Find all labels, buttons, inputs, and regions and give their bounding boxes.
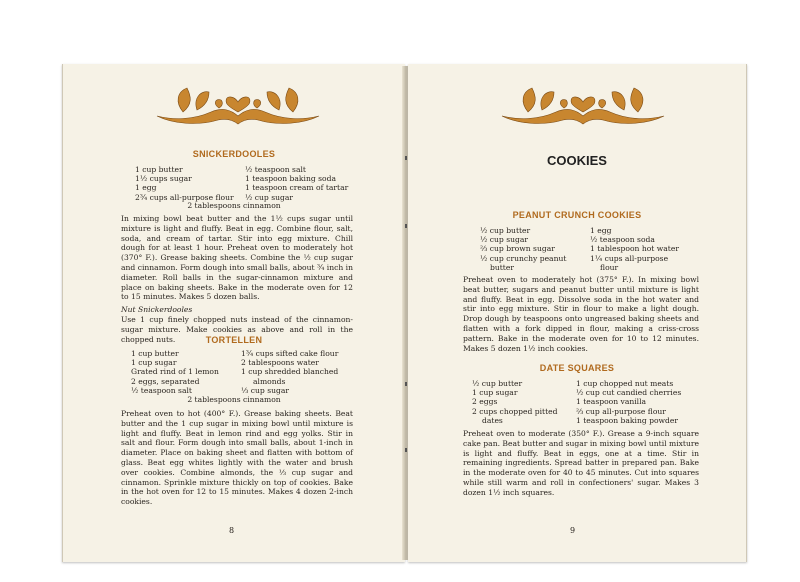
ingredient: ½ cup butter — [480, 226, 531, 235]
ingredient: 1 teaspoon baking soda — [245, 174, 336, 184]
ingredient: 1 egg — [135, 183, 157, 193]
ingredient: 1 cup sugar — [131, 358, 177, 368]
ingredient: 2 eggs — [472, 397, 498, 407]
ingredient: ½ teaspoon salt — [245, 165, 306, 174]
variation-title: Nut Snickerdooles — [121, 305, 193, 315]
tulip-heart-ornament-icon — [498, 82, 668, 126]
ingredient: 1 teaspoon vanilla — [576, 397, 647, 407]
ingredient: 1 tablespoon hot water — [590, 244, 679, 254]
peanut-ingredients-left — [480, 226, 566, 272]
binding-stitch — [405, 448, 407, 452]
snickerdoodles-ingredients-right — [245, 165, 348, 202]
ingredient: 1 cup chopped nut meats — [576, 379, 674, 388]
left-page — [62, 64, 405, 562]
section-title: COOKIES — [547, 153, 607, 168]
snickerdoodles-ingredients-left — [135, 165, 234, 202]
right-page — [408, 64, 747, 562]
ingredient: ½ teaspoon soda — [590, 235, 655, 245]
variation-text: Use 1 cup finely chopped nuts instead of the cinnamon-sugar mixture. Make cookies as above and roll in the chopped nuts. — [121, 314, 353, 344]
directions-text: Preheat oven to hot (400° F.). Grease baking sheets. Beat butter and the 1 cup sugar in mixing bowl until mixture is light and fluffy. Beat in lemon rind and egg yolks. Stir in salt and flour. Form dough into small balls, about 1-inch in diameter. Place on baking sheet and flatten with bottom of glass. Beat egg whites lightly with the water and brush over cookies. Combine almonds, the ⅓ cup sugar and cinnamon. Sprinkle mixture thickly on top of cookies. Bake in the hot oven for 12 to 15 minutes. Makes 4 dozen 2-inch cookies. — [121, 409, 353, 507]
binding-stitch — [405, 156, 407, 160]
ingredient: 1 cup butter — [135, 165, 183, 174]
ingredient: ½ cup sugar — [480, 235, 528, 245]
ingredient: 1¼ cups all-purpose — [590, 253, 669, 263]
ingredient: butter — [490, 262, 514, 272]
snickerdoodles-ingredient-center: 2 tablespoons cinnamon — [187, 201, 281, 210]
ingredient: ½ cup butter — [472, 379, 523, 388]
directions-text: Preheat oven to moderately hot (375° F.). In mixing bowl beat butter, sugars and peanut butter until mixture is light and fluffy. Beat in egg. Dissolve soda in the hot water and stir into egg mixture. Stir in flour to make a light dough. Drop dough by teaspoons onto ungreased baking sheets and flatten with a fork dipped in flour, making a criss-cross pattern. Bake in the moderate oven for 10 to 12 minutes. Makes 5 dozen 1½ inch cookies. — [463, 275, 699, 353]
date-ingredients-right — [576, 379, 681, 425]
directions-text: Preheat oven to moderate (350° F.). Grease a 9-inch square cake pan. Beat butter and sugar in mixing bowl until mixture is light and fluffy. Beat in eggs, one at a time. Stir in remaining ingredients. Spread batter in prepared pan. Bake in the moderate oven for 40 to 45 minutes. Cut into squares while still warm and roll in confectioners' sugar. Makes 3 dozen 1½ inch squares. — [463, 429, 699, 497]
ingredient: ½ cup cut candied cherries — [576, 388, 682, 398]
ingredient: 1 teaspoon baking powder — [576, 415, 679, 425]
peanut-directions — [463, 275, 699, 353]
date-squares-title: DATE SQUARES — [539, 363, 615, 373]
ingredient: 1½ cups sugar — [135, 174, 192, 184]
book-spread — [62, 64, 752, 564]
ingredient: 1 egg — [590, 226, 612, 235]
ingredient: 2¾ cups all-purpose flour — [135, 192, 234, 202]
ingredient: dates — [482, 415, 503, 425]
tulip-heart-ornament-icon — [153, 82, 323, 126]
ingredient: 2 cups chopped pitted — [472, 406, 558, 416]
snickerdoodles-title: SNICKERDOOLES — [192, 149, 276, 159]
ingredient: 1 cup shredded blanched — [241, 367, 339, 377]
date-directions — [463, 429, 699, 498]
peanut-ingredients-right — [590, 226, 679, 272]
ingredient: ⅔ cup all-purpose flour — [576, 406, 666, 416]
ingredient: almonds — [253, 376, 286, 386]
tortellen-directions — [121, 409, 353, 507]
ingredient: ½ cup sugar — [245, 192, 293, 202]
ingredient: ⅔ cup brown sugar — [480, 244, 555, 254]
ingredient: 1 cup butter — [131, 349, 179, 358]
ingredient: 2 eggs, separated — [131, 376, 200, 386]
snickerdoodles-directions — [121, 214, 353, 344]
ingredient: 1¾ cups sifted cake flour — [241, 349, 339, 358]
ingredient: 2 tablespoons water — [241, 358, 319, 368]
ingredient: ½ cup crunchy peanut — [480, 253, 567, 263]
ingredient: ½ teaspoon salt — [131, 385, 192, 395]
ingredient: 1 cup sugar — [472, 388, 518, 398]
binding-stitch — [405, 224, 407, 228]
tortellen-ingredients-right — [241, 349, 338, 395]
ingredient: 1 teaspoon cream of tartar — [245, 183, 349, 193]
binding-stitch — [405, 382, 407, 386]
ingredient: flour — [600, 262, 619, 272]
ingredient: ⅓ cup sugar — [241, 385, 289, 395]
tortellen-ingredient-center: 2 tablespoons cinnamon — [187, 395, 281, 404]
directions-text: In mixing bowl beat butter and the 1½ cups sugar until mixture is light and fluffy. Beat in egg. Combine flour, salt, soda, and cream of tartar. Stir into egg mixture. Chill dough for at least 1 hour. Preheat oven to moderately hot (370° F.). Grease baking sheets. Combine the ½ cup sugar and cinnamon. Form dough into small balls, about ¾ inch in diameter. Roll balls in the sugar-cinnamon mixture and place on baking sheets. Bake in the moderate oven for 12 to 15 minutes. Makes 5 dozen balls. — [121, 214, 353, 302]
tortellen-title: TORTELLEN — [205, 335, 263, 345]
page-number: 9 — [570, 526, 576, 535]
peanut-crunch-title: PEANUT CRUNCH COOKIES — [512, 210, 642, 220]
page-number: 8 — [229, 526, 235, 535]
tortellen-ingredients-left — [131, 349, 219, 395]
date-ingredients-left — [472, 379, 558, 425]
ingredient: Grated rind of 1 lemon — [131, 367, 219, 377]
